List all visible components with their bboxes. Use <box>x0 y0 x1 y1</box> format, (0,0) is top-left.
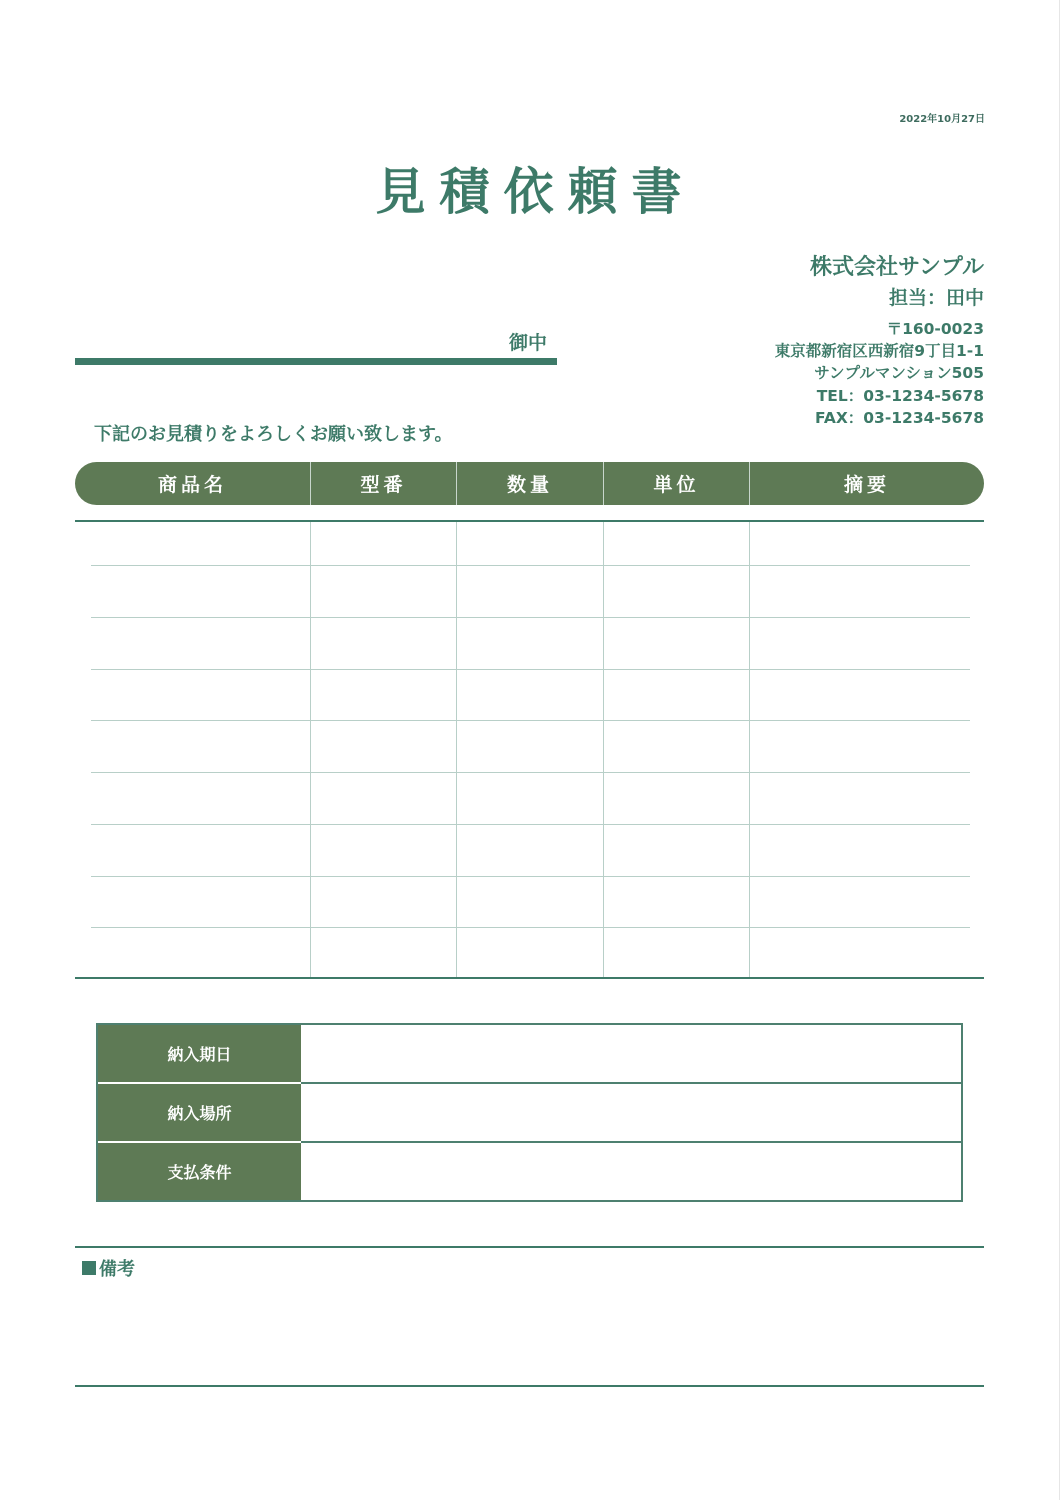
delivery-date-field[interactable] <box>301 1025 961 1082</box>
table-cell[interactable] <box>603 522 749 573</box>
table-cell[interactable] <box>603 724 749 775</box>
table-cell[interactable] <box>75 876 310 927</box>
square-bullet-icon <box>82 1261 96 1275</box>
table-cell[interactable] <box>749 573 984 624</box>
remarks-field[interactable] <box>75 1282 984 1382</box>
table-cell[interactable] <box>456 926 603 977</box>
delivery-place-field[interactable] <box>301 1084 961 1141</box>
table-cell[interactable] <box>749 775 984 826</box>
table-cell[interactable] <box>75 926 310 977</box>
sender-postal: 〒160-0023 <box>886 320 984 338</box>
table-cell[interactable] <box>310 724 456 775</box>
table-cell[interactable] <box>603 623 749 674</box>
table-cell[interactable] <box>310 825 456 876</box>
table-cell[interactable] <box>75 623 310 674</box>
column-header-product: 商品名 <box>75 462 311 505</box>
table-cell[interactable] <box>749 724 984 775</box>
table-cell[interactable] <box>749 623 984 674</box>
table-cell[interactable] <box>310 876 456 927</box>
table-cell[interactable] <box>75 825 310 876</box>
remarks-top-border <box>75 1246 984 1248</box>
remarks-title: 備考 <box>99 1259 135 1280</box>
table-cell[interactable] <box>749 825 984 876</box>
table-cell[interactable] <box>749 522 984 573</box>
sender-tel: TEL：03-1234-5678 <box>816 386 984 405</box>
table-cell[interactable] <box>456 775 603 826</box>
table-cell[interactable] <box>749 674 984 725</box>
items-table-bottom-border <box>75 977 984 979</box>
delivery-row-payment <box>98 1143 961 1200</box>
table-cell[interactable] <box>603 926 749 977</box>
table-cell[interactable] <box>749 926 984 977</box>
sender-company: 株式会社サンプル <box>809 255 984 280</box>
table-cell[interactable] <box>310 775 456 826</box>
delivery-place-label: 納入場所 <box>98 1084 301 1143</box>
table-cell[interactable] <box>310 674 456 725</box>
sender-address-block <box>775 318 984 429</box>
table-cell[interactable] <box>603 674 749 725</box>
sender-address-line-2: サンプルマンション505 <box>814 364 984 383</box>
remarks-bottom-border <box>75 1385 984 1387</box>
table-cell[interactable] <box>603 876 749 927</box>
sender-fax: FAX：03-1234-5678 <box>815 408 984 427</box>
table-cell[interactable] <box>749 876 984 927</box>
column-header-summary: 摘要 <box>843 474 890 496</box>
table-cell[interactable] <box>456 724 603 775</box>
table-cell[interactable] <box>75 522 310 573</box>
recipient-honorific: 御中 <box>509 332 548 354</box>
sender-contact: 担当：田中 <box>888 287 984 309</box>
issue-date: 2022年10月27日 <box>899 114 985 125</box>
table-cell[interactable] <box>456 674 603 725</box>
column-header-unit: 単位 <box>604 462 750 505</box>
table-cell[interactable] <box>75 775 310 826</box>
table-cell[interactable] <box>456 623 603 674</box>
table-cell[interactable] <box>310 573 456 624</box>
recipient-underline <box>75 358 557 365</box>
items-table-header <box>75 462 984 505</box>
table-cell[interactable] <box>456 876 603 927</box>
table-cell[interactable] <box>603 825 749 876</box>
table-cell[interactable] <box>310 926 456 977</box>
table-cell[interactable] <box>456 573 603 624</box>
greeting-text: 下記のお見積りをよろしくお願い致します。 <box>94 424 453 445</box>
table-cell[interactable] <box>456 522 603 573</box>
column-header-quantity: 数量 <box>457 462 604 505</box>
items-table-body <box>75 522 984 977</box>
table-cell[interactable] <box>603 775 749 826</box>
payment-terms-field[interactable] <box>301 1143 961 1200</box>
delivery-row-date <box>98 1025 961 1084</box>
table-cell[interactable] <box>75 724 310 775</box>
remarks-heading <box>82 1255 135 1281</box>
recipient-name-field[interactable] <box>75 326 500 356</box>
table-cell[interactable] <box>75 674 310 725</box>
table-cell[interactable] <box>456 825 603 876</box>
table-cell[interactable] <box>310 522 456 573</box>
column-header-model: 型番 <box>311 462 457 505</box>
table-cell[interactable] <box>75 573 310 624</box>
document-title: 見積依頼書 <box>375 163 696 221</box>
table-cell[interactable] <box>310 623 456 674</box>
sender-address-line-1: 東京都新宿区西新宿9丁目1-1 <box>774 342 984 361</box>
delivery-row-place <box>98 1084 961 1143</box>
delivery-date-label: 納入期日 <box>98 1025 301 1084</box>
table-cell[interactable] <box>603 573 749 624</box>
delivery-terms-table <box>96 1023 963 1202</box>
page-edge <box>1059 0 1060 1500</box>
payment-terms-label: 支払条件 <box>98 1143 301 1200</box>
